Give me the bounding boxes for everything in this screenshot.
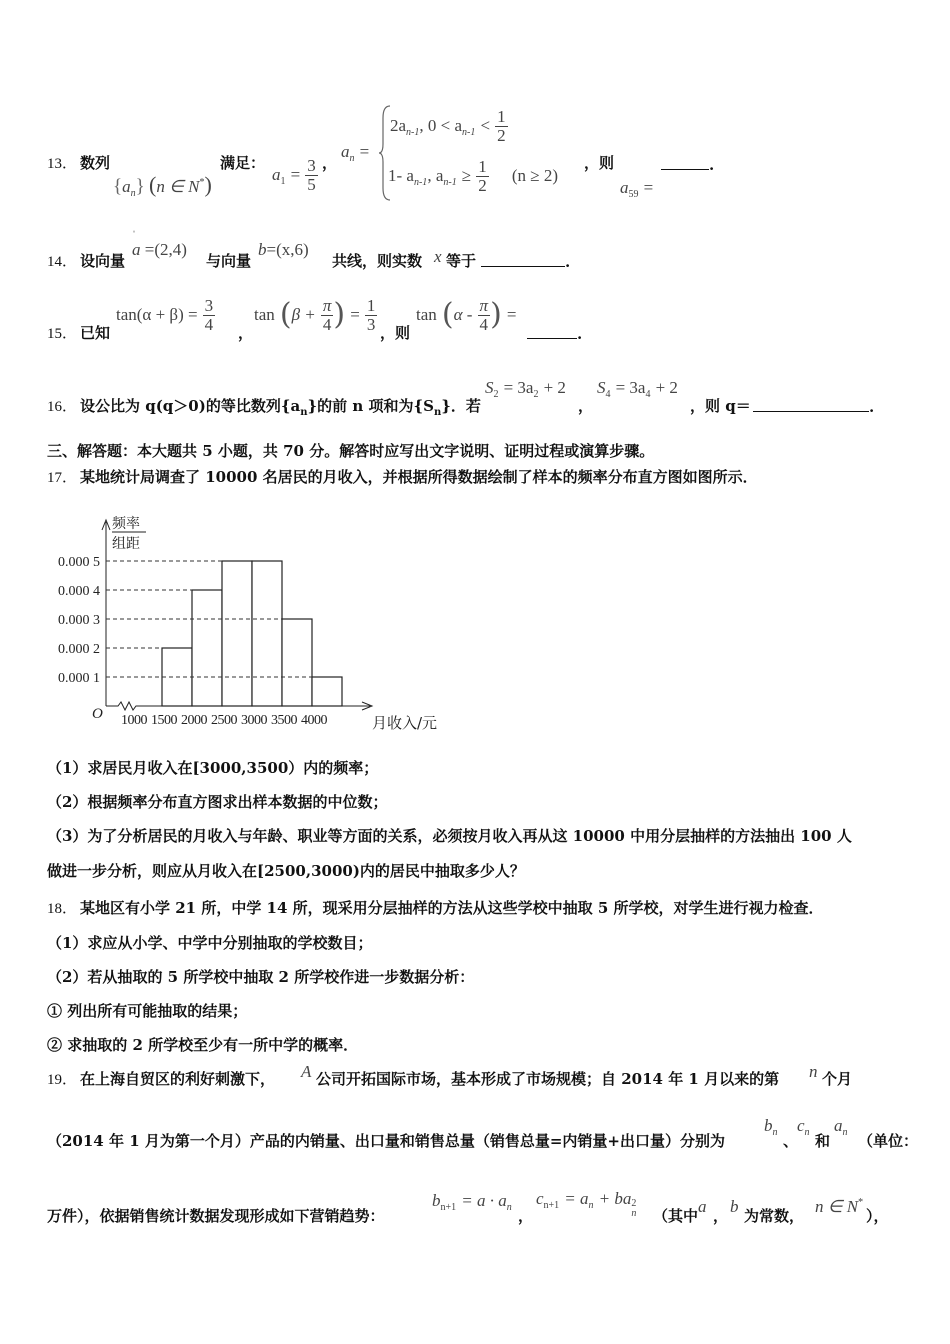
q13-a1: $a_1$ = $\frac{3}{5}$ [272,156,316,194]
x-tick-label: 1000 [121,713,147,728]
q14-number: 14． [47,254,78,270]
q15-text-2: ，则 [380,324,411,342]
q19-var-n: n [809,1062,818,1081]
q15-expr-3: tan (α - $\frac{\pi}{4}$ ) = [416,296,517,334]
q18-part-2: （2）若从抽取的 5 所学校中抽取 2 所学校作进一步数据分析： [47,968,475,986]
q19-line-2b: （单位： [858,1132,919,1150]
y-tick-label: 0.000 1 [58,671,100,686]
q19-an: $a_n$ [834,1116,848,1138]
x-tick-label: 1500 [151,713,177,728]
x-tick-label: 4000 [301,713,327,728]
q17-part-2: （2）根据频率分布直方图求出样本数据的中位数； [47,793,388,811]
q18-text: 某地区有小学 21 所，中学 14 所，现采用分层抽样的方法从这些学校中抽取 5 所学校，对学生进行视力检查． [80,899,824,917]
q15-number: 15． [47,326,78,342]
q19-text-1: 在上海自贸区的利好刺激下， [80,1070,276,1088]
q14-vector-a: ˈ a =(2,4) [132,228,187,259]
q17-part-1: （1）求居民月收入在[3000,3500）内的频率； [47,759,379,777]
q13-number: 13． [47,156,78,172]
q19-text-2: 公司开拓国际市场，基本形成了市场规模；自 2014 年 1 月以来的第 [316,1070,780,1088]
q17-part-3a: （3）为了分析居民的月收入与年龄、职业等方面的关系，必须按月收入再从这 10000 中用分层抽样的方法抽出 100 人 [47,827,852,845]
q18-part-2a: ① 列出所有可能抽取的结果； [47,1002,248,1020]
histogram-bar [192,590,222,706]
x-tick-label: 2000 [181,713,207,728]
q13-case-2: 1- $a_{n-1}$, $a_{n-1}$ ≥ $\frac{1}{2}$ (n ≥ 2) [388,157,558,195]
q13-text-3: ，则 [584,154,615,172]
x-tick-label: 2500 [211,713,237,728]
y-tick-label: 0.000 4 [58,584,100,599]
histogram-chart [40,510,470,740]
q15-sep: ， [238,324,254,342]
histogram-bar [312,677,342,706]
q15-expr-2: tan (β + $\frac{\pi}{4}$ ) = $\frac{1}{3}$ [254,296,376,334]
q19-line-3a: 万件），依据销售统计数据发现形成如下营销趋势： [47,1207,385,1225]
q14-text-2: 与向量 [206,252,252,270]
q16-text: 设公比为 q(q＞0)的等比数列$\{a_n\}$的前 n 项和为$\{S_n\}$．若 [80,397,481,418]
x-tick-label: 3000 [241,713,267,728]
q19-line-3b: （其中 [653,1207,699,1225]
x-tick-label: 3500 [271,713,297,728]
q17-part-3b: 做进一步分析，则应从月收入在[2500,3000)内的居民中抽取多少人？ [47,862,525,880]
q13-seq: $\{a_n\}$ (n ∈ N*) [113,172,212,199]
q13-a59: $a_{59}$ = [620,178,654,200]
q15-answer-blank[interactable]: . [527,324,582,343]
q19-he: 和 [815,1132,831,1150]
q14-vector-b: b=(x,6) [258,240,309,259]
q16-number: 16． [47,399,78,415]
q19-line-3e: ）， [866,1207,889,1225]
histogram-bar [282,619,312,706]
q13-an-def: $a_n$ = [341,142,370,164]
q19-var-b: b [730,1197,739,1216]
q19-bn: $b_n$ [764,1116,778,1138]
q13-text-2: 满足： [220,154,266,172]
q16-sep: ， [578,397,594,415]
histogram-bar [222,561,252,706]
y-tick-label: 0.000 5 [58,555,100,570]
q19-var-a: a [698,1197,707,1216]
origin-label: O [92,706,103,722]
q13-comma: ， [322,154,338,172]
q19-line-2a: （2014 年 1 月为第一个月）产品的内销量、出口量和销售总量（销售总量=内销量+出口量）分别为 [47,1132,725,1150]
q13-text-1: 数列 [80,154,111,172]
q15-expr-1: tan(α + β) = $\frac{3}{4}$ [116,296,214,334]
q19-dun: 、 [783,1132,799,1150]
q19-comma-1: ， [518,1207,534,1225]
q19-formula-2: $c_{n+1} = a_n$ + ba 2 n [536,1189,637,1219]
q16-answer-blank[interactable]: . [753,397,874,416]
q16-eq-s2: $S_2 = 3a_2 + 2$ [485,378,566,400]
q17-number: 17． [47,470,78,486]
q14-text-4: 等于 [446,252,477,270]
q19-number: 19． [47,1072,78,1088]
q19-comma-2: ， [713,1207,729,1225]
x-axis-label: 月收入/元 [372,714,438,732]
q16-text-2: ，则 q＝ [690,397,751,415]
q18-part-2b: ② 求抽取的 2 所学校至少有一所中学的概率． [47,1036,359,1054]
q13-case-1: $2a_{n-1}$, $0 < a_{n-1}$ < $\frac{1}{2}$ [390,107,506,145]
y-axis-label-bottom: 组距 [112,536,140,552]
q16-eq-s4: $S_4 = 3a_4 + 2$ [597,378,678,400]
q17-text: 某地统计局调查了 10000 名居民的月收入，并根据所得数据绘制了样本的频率分布直方图如图所示． [80,468,758,486]
histogram-bar [252,561,282,706]
section-3-heading: 三、解答题：本大题共 5 小题，共 70 分。解答时应写出文字说明、证明过程或演算步骤。 [47,442,655,460]
q15-text-1: 已知 [80,324,111,342]
q19-nset: n ∈ N* [815,1197,864,1216]
q14-text-3: 共线，则实数 [332,252,423,270]
q18-part-1: （1）求应从小学、中学中分别抽取的学校数目； [47,934,373,952]
y-axis-label-top: 频率 [112,516,140,532]
q19-formula-1: $b_{n+1} = a \cdot a_n$ [432,1191,512,1213]
q19-text-3: 个月 [822,1070,853,1088]
q19-cn: $c_n$ [797,1116,810,1138]
q19-line-3d: 为常数， [744,1207,805,1225]
y-tick-label: 0.000 2 [58,642,100,657]
y-tick-label: 0.000 3 [58,613,100,628]
q18-number: 18． [47,901,78,917]
q13-answer-blank[interactable]: . [661,155,714,174]
q19-var-a-company: A [301,1062,312,1081]
q14-text-1: 设向量 [80,252,126,270]
q14-answer-blank[interactable]: . [481,252,570,271]
q14-var-x: x [434,247,442,266]
